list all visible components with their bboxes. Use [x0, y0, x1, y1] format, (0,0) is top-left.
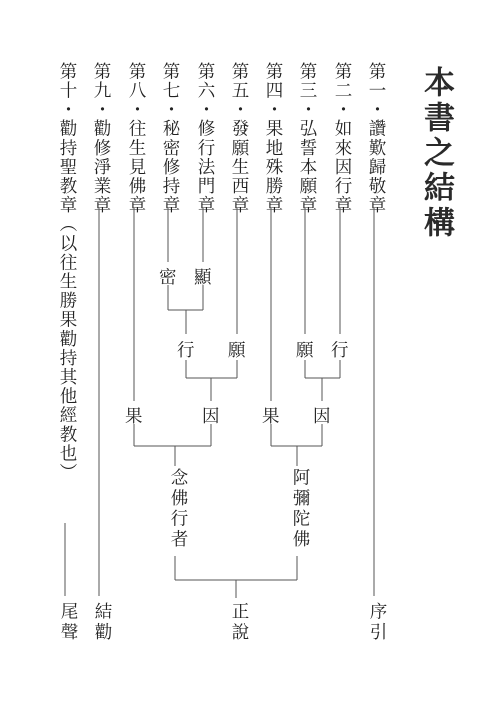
- node-xing-right: 行: [331, 341, 349, 361]
- node-weisheng: 尾聲: [58, 602, 78, 643]
- chapter-2: 第二・如來因行章: [332, 62, 352, 215]
- node-xing-left: 行: [177, 341, 195, 361]
- node-xuyin: 序引: [367, 602, 387, 643]
- chapter-3: 第三・弘誓本願章: [297, 62, 317, 215]
- node-mi: 密: [159, 268, 177, 288]
- chapter-10: 第十・勸持聖教章（以往生勝果勸持其他經教也）: [57, 62, 77, 483]
- node-xian: 顯: [194, 268, 212, 288]
- chapter-1: 第一・讚歎歸敬章: [366, 62, 386, 215]
- node-yin-right: 因: [313, 407, 331, 427]
- chapter-9: 第九・勸修淨業章: [91, 62, 111, 215]
- node-jiequan: 結勸: [92, 602, 112, 643]
- node-amituofo: 阿彌陀佛: [290, 468, 310, 550]
- chapter-5: 第五・發願生西章: [229, 62, 249, 215]
- chapter-7: 第七・秘密修持章: [160, 62, 180, 215]
- chapter-4: 第四・果地殊勝章: [263, 62, 283, 215]
- node-guo-left: 果: [125, 407, 143, 427]
- chapter-8: 第八・往生見佛章: [126, 62, 146, 215]
- node-yin-left: 因: [202, 407, 220, 427]
- page-title: 本書之結構: [418, 66, 454, 241]
- chapter-6: 第六・修行法門章: [195, 62, 215, 215]
- node-nianfo-xingzhe: 念佛行者: [168, 468, 188, 550]
- node-guo-right: 果: [262, 407, 280, 427]
- node-zhengshuo: 正說: [229, 602, 249, 643]
- node-yuan-right: 願: [296, 341, 314, 361]
- node-yuan-left: 願: [228, 341, 246, 361]
